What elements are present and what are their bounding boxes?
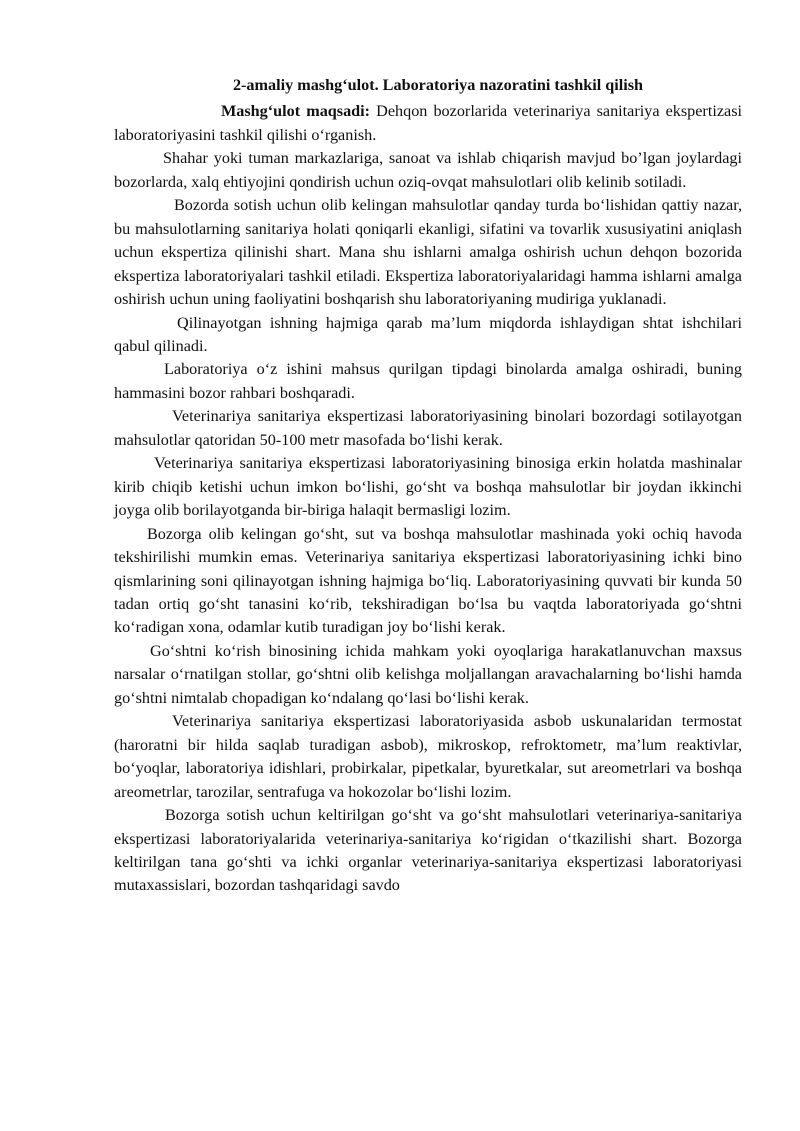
paragraph-10: Bozorga sotish uchun keltirilgan go‘sht va go‘sht mahsulotlari veterinariya-sanitariya ekspertizasi laboratoriyalarida veterinariya-sanitariya ko‘rigidan o‘tkazilishi shart. Bozorga keltirilgan tana go‘shti va ichki organlar veterinariya-sanitariya ekspertizasi laboratoriyasi mutaxassislari, bozordan tashqaridagi savdo xyxy=(114,806,742,895)
paragraph-8: Go‘shtni ko‘rish binosining ichida mahkam yoki oyoqlariga harakatlanuvchan maxsus narsalar o‘rnatilgan stollar, go‘shtni olib kelishga moljallangan aravachalarning bo‘lishi hamda go‘shtni nimtalab chopadigan ko‘ndalang qo‘lasi bo‘lishi kerak. xyxy=(114,641,742,707)
paragraph-2: Bozorda sotish uchun olib kelingan mahsulotlar qanday turda bo‘lishidan qattiy nazar, bu mahsulotlarning sanitariya holati qoniqarli ekanligi, sifatini va tovarlik xususiyatini aniqlash uchun ekspertiza qilinishi shart. Mana shu ishlarni amalga oshirish uchun dehqon bozorida ekspertiza laboratoriyalari tashkil etiladi. Ekspertiza laboratoriyalaridagi hamma ishlarni amalga oshirish uchun uning faoliyatini boshqarish shu laboratoriyaning mudiriga yuklanadi. xyxy=(114,196,742,309)
aim-paragraph xyxy=(114,100,742,147)
paragraph-9: Veterinariya sanitariya ekspertizasi laboratoriyasida asbob uskunalaridan termostat (haroratni bir hilda saqlab turadigan asbob), mikroskop, refroktometr, ma’lum reaktivlar, bo‘yoqlar, laboratoriya idishlari, probirkalar, pipetkalar, byuretkalar, sut areometrlari va boshqa areometrlar, tarozilar, sentrafuga va hokozolar bo‘lishi lozim. xyxy=(114,712,742,801)
document-page xyxy=(114,74,742,898)
aim-text: Dehqon bozorlarida veterinariya sanitariya ekspertizasi laboratoriyasini tashkil qilishi o‘rganish. xyxy=(114,102,742,144)
paragraph-6: Veterinariya sanitariya ekspertizasi laboratoriyasining binosiga erkin holatda mashinalar kirib chiqib ketishi uchun imkon bo‘lishi, go‘sht va boshqa mahsulotlar bir joydan ikkinchi joyga olib borilayotganda bir-biriga halaqit bermasligi lozim. xyxy=(114,454,742,520)
paragraph-1: Shahar yoki tuman markazlariga, sanoat va ishlab chiqarish mavjud bo’lgan joylardagi bozorlarda, xalq ehtiyojini qondirish uchun oziq-ovqat mahsulotlari olib kelinib sotiladi. xyxy=(114,149,742,191)
paragraph-5: Veterinariya sanitariya ekspertizasi laboratoriyasining binolari bozordagi sotilayotgan mahsulotlar qatoridan 50-100 metr masofada bo‘lishi kerak. xyxy=(114,407,742,449)
page-title: 2-amaliy mashg‘ulot. Laboratoriya nazoratini tashkil qilish xyxy=(232,76,644,94)
aim-label: Mashg‘ulot maqsadi: xyxy=(221,102,371,121)
paragraph-3: Qilinayotgan ishning hajmiga qarab ma’lum miqdorda ishlaydigan shtat ishchilari qabul qilinadi. xyxy=(114,313,742,355)
paragraph-4: Laboratoriya o‘z ishini mahsus qurilgan tipdagi binolarda amalga oshiradi, buning hammasini bozor rahbari boshqaradi. xyxy=(114,360,742,402)
paragraph-7: Bozorga olib kelingan go‘sht, sut va boshqa mahsulotlar mashinada yoki ochiq havoda tekshirilishi mumkin emas. Veterinariya sanitariya ekspertizasi laboratoriyasining ichki bino qismlarining soni qilinayotgan ishning hajmiga bo‘liq. Laboratoriyasining quvvati bir kunda 50 tadan ortiq go‘sht tanasini ko‘rib, tekshiradigan bo‘lsa bu vaqtda laboratoriyada go‘shtni ko‘radigan xona, odamlar kutib turadigan joy bo‘lishi kerak. xyxy=(114,524,742,637)
